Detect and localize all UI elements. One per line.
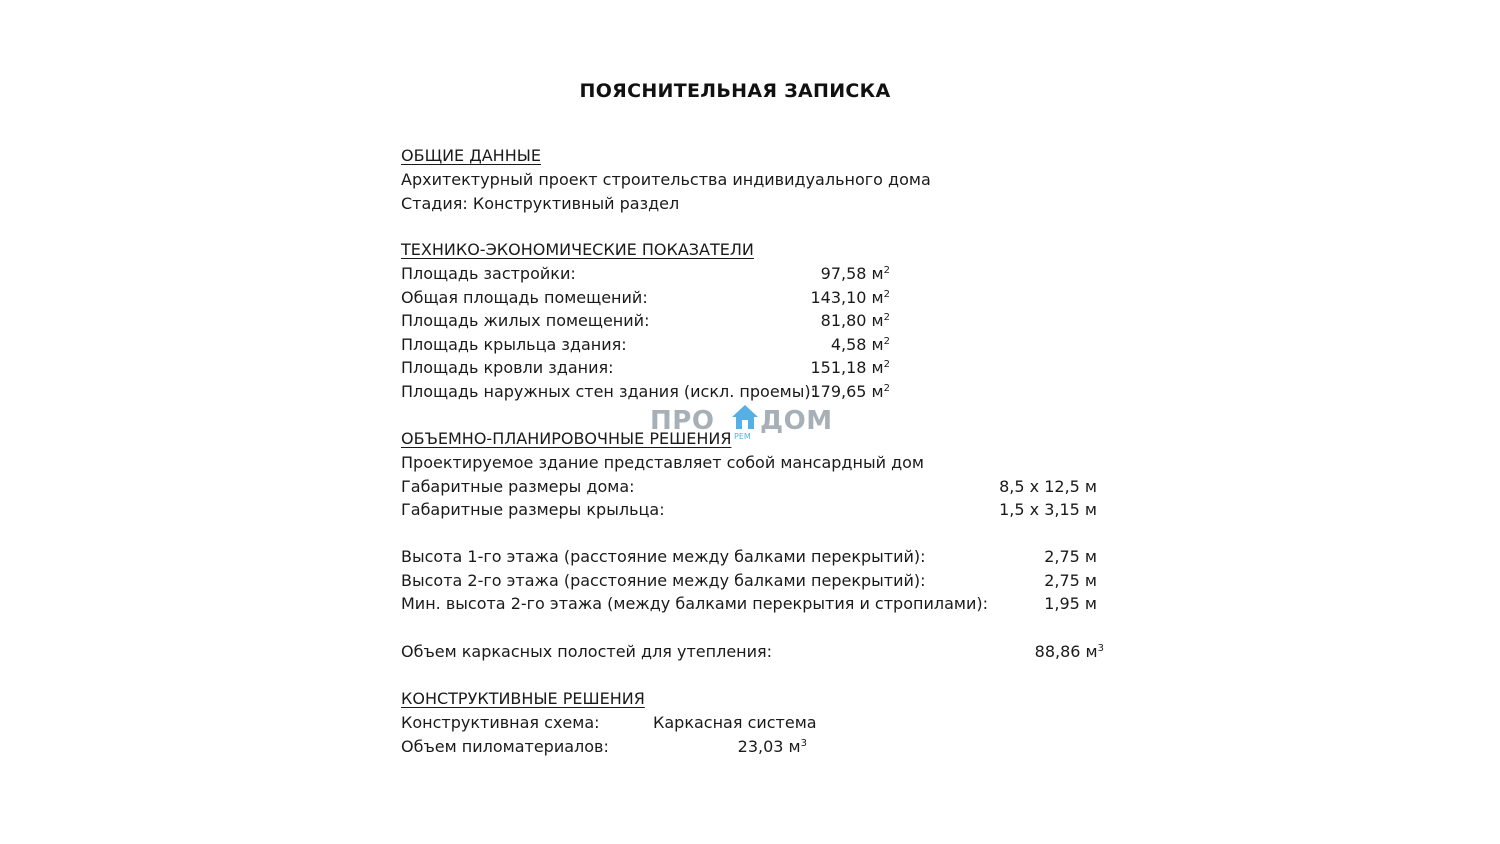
tech-row-label: Площадь жилых помещений:	[401, 311, 650, 330]
watermark-subtext: РЕМ	[734, 432, 751, 441]
tech-heading: ТЕХНИКО-ЭКОНОМИЧЕСКИЕ ПОКАЗАТЕЛИ	[401, 240, 754, 259]
general-line-project: Архитектурный проект строительства индивидуального дома	[401, 170, 931, 189]
construction-row-value: Каркасная система	[653, 713, 817, 732]
planning-intro: Проектируемое здание представляет собой мансардный дом	[401, 453, 924, 472]
general-line-stage: Стадия: Конструктивный раздел	[401, 194, 680, 213]
construction-row-label: Объем пиломатериалов:	[401, 737, 609, 756]
planning-row-value: 2,75 м	[1044, 547, 1097, 566]
document-title: ПОЯСНИТЕЛЬНАЯ ЗАПИСКА	[579, 80, 891, 102]
construction-row-value: 23,03 $м^3$	[737, 737, 807, 756]
planning-row-label: Мин. высота 2-го этажа (между балками перекрытия и стропилами):	[401, 594, 988, 613]
construction-heading: КОНСТРУКТИВНЫЕ РЕШЕНИЯ	[401, 689, 645, 708]
tech-row-value: 4,58 $м^2$	[830, 335, 890, 354]
general-heading: ОБЩИЕ ДАННЫЕ	[401, 146, 541, 165]
tech-row-value: 97,58 $м^2$	[820, 264, 890, 283]
tech-row-value: 151,18 $м^2$	[810, 358, 890, 377]
tech-row-value: 179,65 $м^2$	[810, 382, 890, 401]
planning-row-value: 1,95 м	[1044, 594, 1097, 613]
house-icon	[730, 402, 760, 432]
planning-row-value: 1,5 х 3,15 м	[999, 500, 1097, 519]
tech-row-label: Площадь кровли здания:	[401, 358, 614, 377]
planning-row-label: Высота 1-го этажа (расстояние между балками перекрытий):	[401, 547, 926, 566]
planning-row-label: Объем каркасных полостей для утепления:	[401, 642, 773, 661]
tech-row-label: Общая площадь помещений:	[401, 288, 648, 307]
tech-row-label: Площадь крыльца здания:	[401, 335, 627, 354]
tech-row-label: Площадь наружных стен здания (искл. проемы):	[401, 382, 816, 401]
planning-row-value: 88,86 $м^3$	[1034, 642, 1104, 661]
planning-row-value: 8,5 х 12,5 м	[999, 477, 1097, 496]
watermark-text-left: ПРО	[650, 406, 715, 436]
planning-row-value: 2,75 м	[1044, 571, 1097, 590]
tech-row-value: 143,10 $м^2$	[810, 288, 890, 307]
construction-row-label: Конструктивная схема:	[401, 713, 600, 732]
planning-row-label: Габаритные размеры дома:	[401, 477, 635, 496]
planning-heading: ОБЪЕМНО-ПЛАНИРОВОЧНЫЕ РЕШЕНИЯ	[401, 429, 732, 448]
tech-row-value: 81,80 $м^2$	[820, 311, 890, 330]
planning-row-label: Высота 2-го этажа (расстояние между балками перекрытий):	[401, 571, 926, 590]
watermark-text-right: ДОМ	[760, 406, 833, 436]
tech-row-label: Площадь застройки:	[401, 264, 576, 283]
planning-row-label: Габаритные размеры крыльца:	[401, 500, 665, 519]
